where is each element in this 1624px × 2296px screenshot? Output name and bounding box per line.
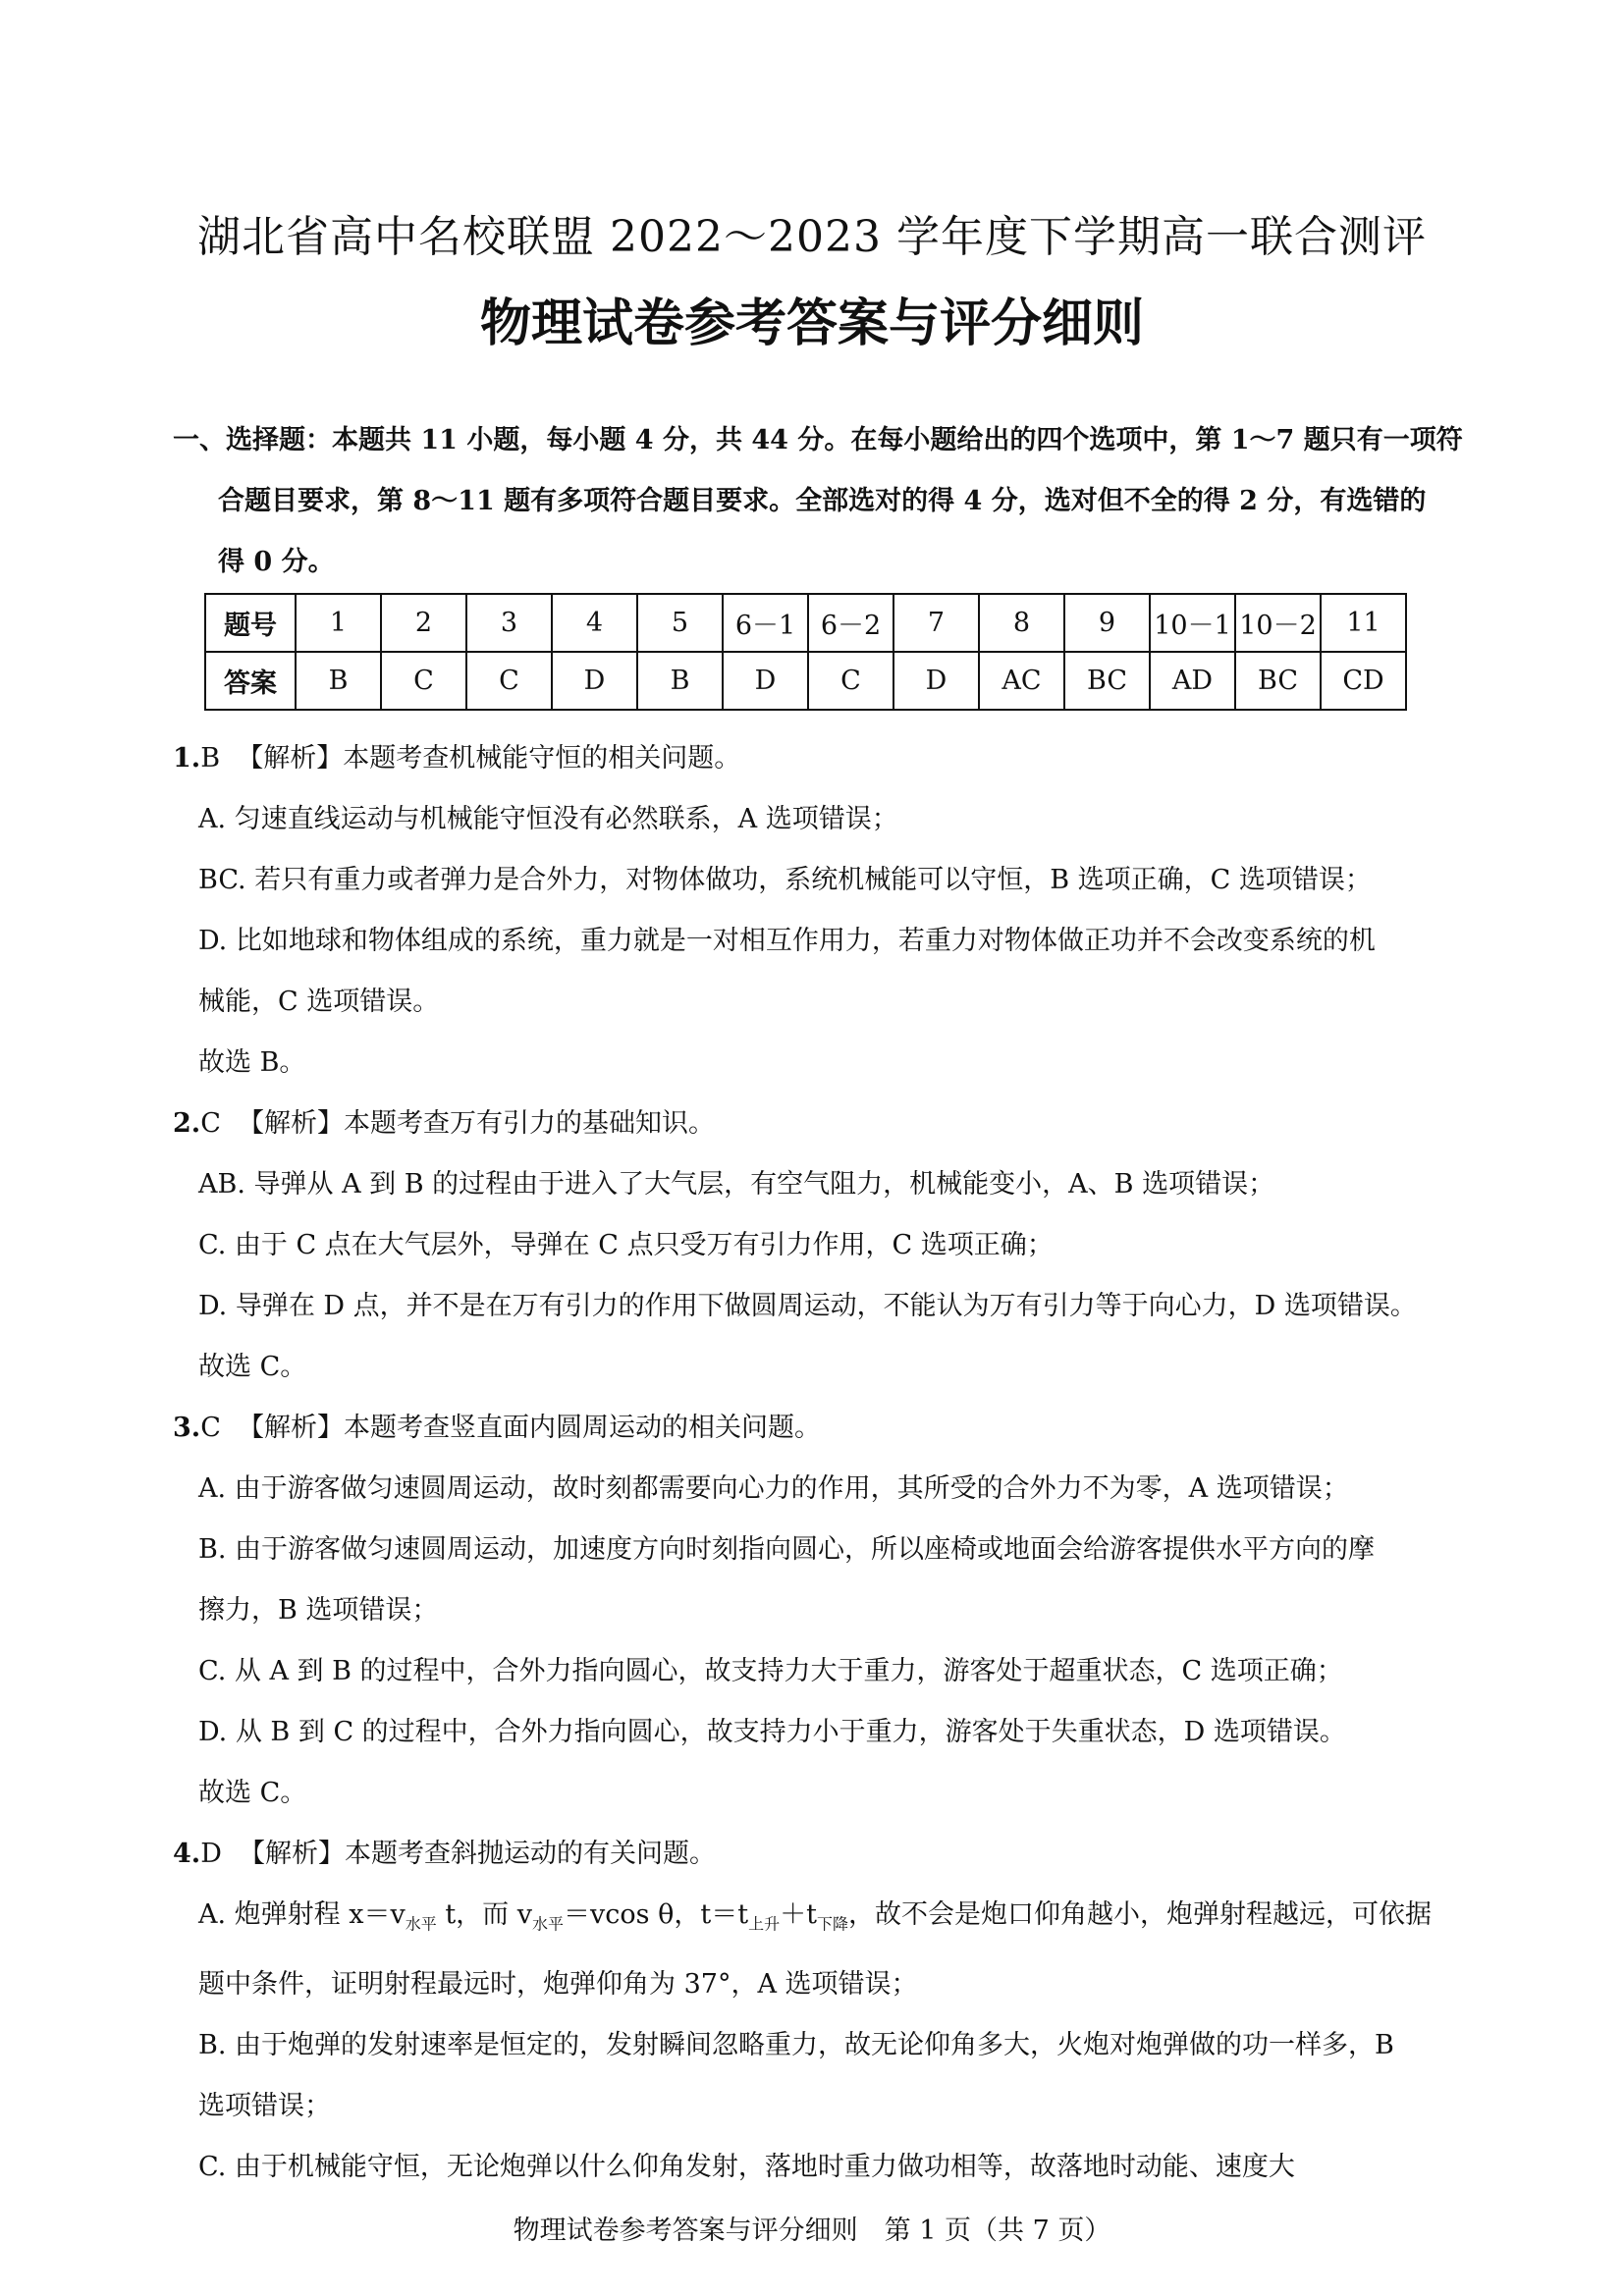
solutions-body (173, 728, 1469, 2198)
solution-line: B. 由于游客做匀速圆周运动，加速度方向时刻指向圆心，所以座椅或地面会给游客提供水平方向的摩 (198, 1534, 1376, 1565)
formula-part: A. 炮弹射程 x＝v (198, 1899, 406, 1930)
question-answer: B (200, 743, 221, 774)
solution-line: D. 比如地球和物体组成的系统，重力就是一对相互作用力，若重力对物体做正功并不会改变系统的机 (198, 926, 1376, 956)
solution-line: D. 从 B 到 C 的过程中，合外力指向圆心，故支持力小于重力，游客处于失重状态，D 选项错误。 (198, 1717, 1346, 1747)
table-cell: BC (1064, 652, 1150, 710)
answer-table-row-numbers (205, 594, 1406, 652)
document-subtitle: 物理试卷参考答案与评分细则 (479, 294, 1144, 353)
question-2-heading (173, 1094, 1469, 1154)
solution-conclusion: 故选 C。 (198, 1352, 307, 1382)
question-4-heading (173, 1824, 1469, 1885)
solution-conclusion: 故选 B。 (198, 1047, 306, 1078)
table-cell: 6－1 (723, 594, 808, 652)
question-analysis-tag: 【解析】本题考查万有引力的基础知识。 (238, 1108, 716, 1139)
table-cell: D (893, 652, 979, 710)
table-cell: AD (1150, 652, 1235, 710)
table-cell: AC (979, 652, 1064, 710)
table-cell: D (552, 652, 637, 710)
question-number: 1. (173, 743, 201, 774)
formula-part: ＝vcos θ，t＝t (564, 1899, 749, 1930)
subscript: 水平 (532, 1914, 565, 1934)
question-analysis-tag: 【解析】本题考查机械能守恒的相关问题。 (237, 743, 741, 774)
formula-part: t，而 v (436, 1899, 533, 1930)
section-line: 得 0 分。 (218, 547, 335, 577)
solution-line: 选项错误； (198, 2091, 331, 2122)
solution-line: C. 由于机械能守恒，无论炮弹以什么仰角发射，落地时重力做功相等，故落地时动能、速度大 (198, 2152, 1295, 2183)
answer-table (204, 593, 1407, 711)
question-analysis-tag: 【解析】本题考查斜抛运动的有关问题。 (239, 1839, 717, 1869)
table-cell: 11 (1321, 594, 1406, 652)
solution-line: BC. 若只有重力或者弹力是合外力，对物体做功，系统机械能可以守恒，B 选项正确，C 选项错误； (198, 865, 1372, 895)
solution-line: B. 由于炮弹的发射速率是恒定的，发射瞬间忽略重力，故无论仰角多大，火炮对炮弹做的功一样多，B (198, 2030, 1394, 2061)
page-footer: 物理试卷参考答案与评分细则 第 1 页（共 7 页） (513, 2216, 1111, 2246)
table-cell: 1 (296, 594, 381, 652)
document-title: 湖北省高中名校联盟 2022～2023 学年度下学期高一联合测评 (197, 212, 1427, 262)
question-answer: D (200, 1839, 222, 1869)
table-cell: 8 (979, 594, 1064, 652)
table-cell: 4 (552, 594, 637, 652)
formula-part: ＋t (780, 1899, 817, 1930)
table-cell: 7 (893, 594, 979, 652)
question-answer: C (200, 1108, 221, 1139)
solution-line: C. 由于 C 点在大气层外，导弹在 C 点只受万有引力作用，C 选项正确； (198, 1230, 1054, 1260)
table-cell: C (808, 652, 893, 710)
table-cell: C (466, 652, 552, 710)
solution-line: 题中条件，证明射程最远时，炮弹仰角为 37°，A 选项错误； (198, 1969, 918, 2001)
table-cell: 10－1 (1150, 594, 1235, 652)
section-line: 合题目要求，第 8～11 题有多项符合题目要求。全部选对的得 4 分，选对但不全的得 2 分，有选错的 (218, 486, 1427, 516)
solution-line-with-formula (173, 1885, 1469, 1954)
table-cell: 2 (381, 594, 466, 652)
table-cell: D (723, 652, 808, 710)
solution-line: D. 导弹在 D 点，并不是在万有引力的作用下做圆周运动，不能认为万有引力等于向心力，D 选项错误。 (198, 1291, 1417, 1321)
subscript: 水平 (405, 1914, 437, 1934)
solution-line: A. 由于游客做匀速圆周运动，故时刻都需要向心力的作用，其所受的合外力不为零，A 选项错误； (198, 1473, 1349, 1504)
section-1-instructions (173, 410, 1469, 593)
question-analysis-tag: 【解析】本题考查竖直面内圆周运动的相关问题。 (238, 1413, 822, 1443)
table-cell: BC (1235, 652, 1321, 710)
table-header-cell: 题号 (205, 594, 296, 652)
solution-line: AB. 导弹从 A 到 B 的过程由于进入了大气层，有空气阻力，机械能变小，A、B 选项错误； (198, 1169, 1275, 1200)
table-cell: 6－2 (808, 594, 893, 652)
formula-part: ，故不会是炮口仰角越小，炮弹射程越远，可依据 (847, 1899, 1432, 1930)
solution-line: C. 从 A 到 B 的过程中，合外力指向圆心，故支持力大于重力，游客处于超重状态，C 选项正确； (198, 1656, 1343, 1686)
subscript: 下降 (816, 1914, 848, 1934)
table-cell: 3 (466, 594, 552, 652)
answer-table-row-answers (205, 652, 1406, 710)
solution-line: 械能，C 选项错误。 (198, 987, 440, 1017)
solution-line: A. 匀速直线运动与机械能守恒没有必然联系，A 选项错误； (198, 804, 898, 834)
question-answer: C (200, 1413, 221, 1443)
table-cell: 5 (637, 594, 723, 652)
question-1-heading (173, 728, 1469, 789)
table-cell: C (381, 652, 466, 710)
table-cell: CD (1321, 652, 1406, 710)
table-cell: 9 (1064, 594, 1150, 652)
subscript: 上升 (748, 1914, 781, 1934)
question-number: 2. (173, 1108, 201, 1139)
solution-line: 擦力，B 选项错误； (198, 1595, 439, 1626)
section-line: 一、选择题：本题共 11 小题，每小题 4 分，共 44 分。在每小题给出的四个选项中，第 1～7 题只有一项符 (173, 425, 1463, 455)
solution-conclusion: 故选 C。 (198, 1778, 307, 1808)
question-3-heading (173, 1398, 1469, 1459)
table-cell: 10－2 (1235, 594, 1321, 652)
table-cell: B (637, 652, 723, 710)
question-number: 3. (173, 1413, 201, 1443)
question-number: 4. (173, 1839, 201, 1869)
table-header-cell: 答案 (205, 652, 296, 710)
table-cell: B (296, 652, 381, 710)
